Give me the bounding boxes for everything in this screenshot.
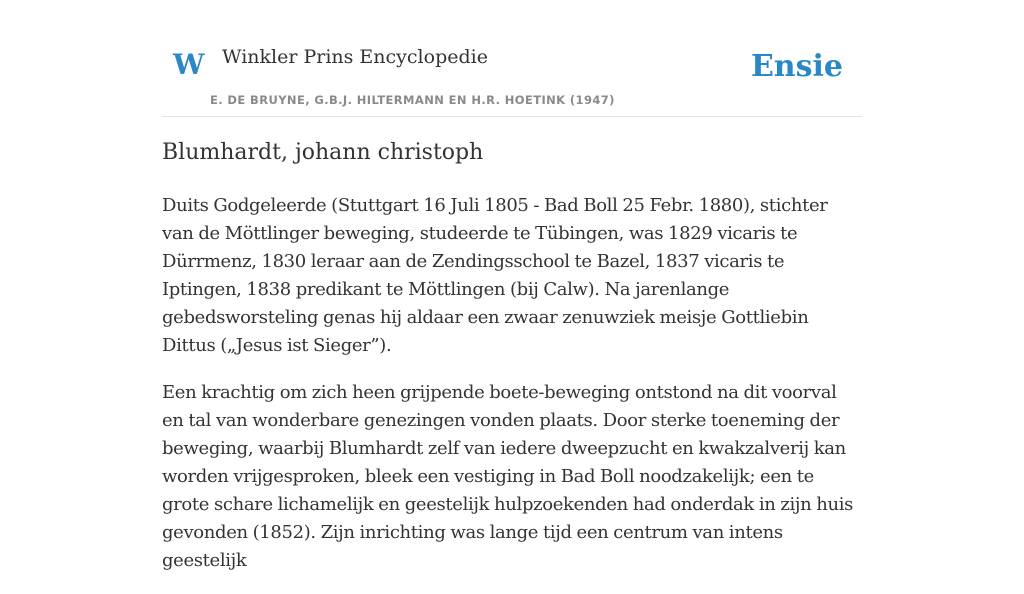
article-body bbox=[162, 192, 862, 594]
publication-authors: E. DE BRUYNE, G.B.J. HILTERMANN EN H.R. HOETINK (1947) bbox=[210, 93, 615, 107]
article-paragraph: Duits Godgeleerde (Stuttgart 16 Juli 1805 - Bad Boll 25 Febr. 1880), stichter van de Möttlinger beweging, studeerde te Tübingen, was 1829 vicaris te Dürrmenz, 1830 leraar aan de Zendingsschool te Bazel, 1837 vicaris te Iptingen, 1838 predikant te Möttlingen (bij Calw). Na jarenlange gebedsworsteling genas hij aldaar een zwaar zenuwziek meisje Gottliebin Dittus („Jesus ist Sieger”). bbox=[162, 195, 828, 356]
publication-logo[interactable]: W bbox=[173, 48, 205, 81]
site-header bbox=[162, 0, 862, 117]
article-title: Blumhardt, johann christoph bbox=[162, 140, 484, 165]
content-container bbox=[162, 0, 862, 571]
brand-logo[interactable]: Ensie bbox=[750, 49, 843, 84]
article-paragraph: Een krachtig om zich heen grijpende boete-beweging ontstond na dit voorval en tal van wonderbare genezingen vonden plaats. Door sterke toeneming der beweging, waarbij Blumhardt zelf van iedere dweepzucht en kwakzalverij kan worden vrijgesproken, bleek een vestiging in Bad Boll noodzakelijk; een te grote schare lichamelijk en geestelijk hulpzoekenden had onderdak in zijn huis gevonden (1852). Zijn inrichting was lange tijd een centrum van intens geestelijk bbox=[162, 382, 854, 571]
publication-title[interactable]: Winkler Prins Encyclopedie bbox=[222, 46, 488, 68]
